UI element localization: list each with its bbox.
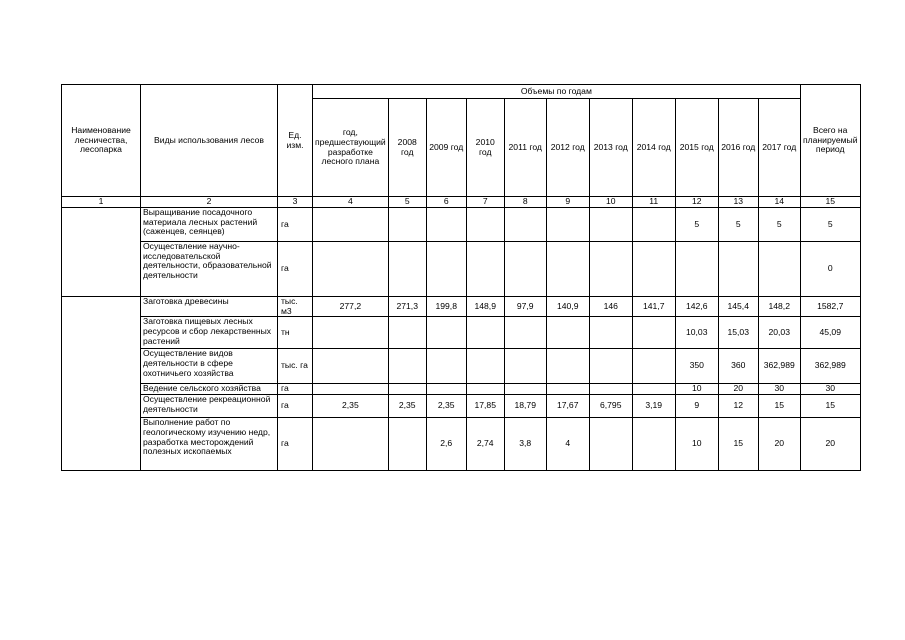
value-cell [313, 317, 389, 349]
header-total: Всего на планируемый период [800, 85, 860, 197]
value-cell: 2,6 [426, 418, 466, 471]
table-row [62, 317, 861, 349]
header-year: год, предшествующий разработке лесного плана [313, 99, 389, 197]
value-cell: 10 [675, 418, 718, 471]
value-cell: 2,35 [313, 395, 389, 418]
header-year: 2016 год [718, 99, 758, 197]
value-cell: 5 [675, 208, 718, 242]
value-cell [546, 349, 589, 384]
activity-cell: Заготовка пищевых лесных ресурсов и сбор лекарственных растений [141, 317, 278, 349]
value-cell [632, 349, 675, 384]
value-cell [504, 317, 546, 349]
total-cell: 0 [800, 242, 860, 297]
value-cell [504, 384, 546, 395]
value-cell: 145,4 [718, 297, 758, 317]
value-cell [466, 349, 504, 384]
table-row [62, 384, 861, 395]
total-cell: 20 [800, 418, 860, 471]
unit-cell: га [278, 384, 313, 395]
value-cell [313, 349, 389, 384]
value-cell [589, 349, 632, 384]
value-cell [313, 418, 389, 471]
unit-cell: га [278, 208, 313, 242]
header-year: 2012 год [546, 99, 589, 197]
column-number: 15 [800, 197, 860, 208]
table-row [62, 297, 861, 317]
value-cell [546, 208, 589, 242]
header-year: 2010 год [466, 99, 504, 197]
value-cell: 350 [675, 349, 718, 384]
value-cell [426, 208, 466, 242]
value-cell [504, 208, 546, 242]
value-cell [466, 317, 504, 349]
column-number-row [62, 197, 861, 208]
value-cell [504, 349, 546, 384]
column-number: 9 [546, 197, 589, 208]
value-cell [388, 242, 426, 297]
activity-cell: Выполнение работ по геологическому изучению недр, разработка месторождений полезных ископаемых [141, 418, 278, 471]
value-cell: 141,7 [632, 297, 675, 317]
unit-cell: га [278, 395, 313, 418]
value-cell [388, 317, 426, 349]
column-number: 1 [62, 197, 141, 208]
header-year: 2009 год [426, 99, 466, 197]
column-number: 3 [278, 197, 313, 208]
value-cell: 15 [718, 418, 758, 471]
value-cell [426, 384, 466, 395]
value-cell: 199,8 [426, 297, 466, 317]
unit-cell: га [278, 418, 313, 471]
forestry-name-cell [62, 297, 141, 471]
value-cell [632, 418, 675, 471]
value-cell: 15 [758, 395, 800, 418]
value-cell: 146 [589, 297, 632, 317]
value-cell: 12 [718, 395, 758, 418]
activity-cell: Осуществление рекреационной деятельности [141, 395, 278, 418]
total-cell: 15 [800, 395, 860, 418]
header-year: 2011 год [504, 99, 546, 197]
value-cell [466, 384, 504, 395]
value-cell [589, 384, 632, 395]
value-cell: 3,8 [504, 418, 546, 471]
value-cell [388, 418, 426, 471]
value-cell: 9 [675, 395, 718, 418]
value-cell [466, 242, 504, 297]
column-number: 12 [675, 197, 718, 208]
value-cell: 20 [758, 418, 800, 471]
value-cell [504, 242, 546, 297]
column-number: 6 [426, 197, 466, 208]
table-row [62, 349, 861, 384]
value-cell: 10 [675, 384, 718, 395]
column-number: 11 [632, 197, 675, 208]
column-number: 7 [466, 197, 504, 208]
value-cell [546, 384, 589, 395]
unit-cell: тн [278, 317, 313, 349]
column-number: 10 [589, 197, 632, 208]
table-row [62, 242, 861, 297]
header-usage-types: Виды использования лесов [141, 85, 278, 197]
value-cell: 277,2 [313, 297, 389, 317]
value-cell [426, 317, 466, 349]
table-body [62, 208, 861, 471]
activity-cell: Заготовка древесины [141, 297, 278, 317]
value-cell: 148,9 [466, 297, 504, 317]
value-cell: 2,35 [388, 395, 426, 418]
column-number: 4 [313, 197, 389, 208]
value-cell: 5 [718, 208, 758, 242]
value-cell [632, 208, 675, 242]
value-cell: 2,74 [466, 418, 504, 471]
value-cell [388, 208, 426, 242]
value-cell: 360 [718, 349, 758, 384]
value-cell [589, 242, 632, 297]
activity-cell: Выращивание посадочного материала лесных растений (саженцев, сеянцев) [141, 208, 278, 242]
activity-cell: Осуществление видов деятельности в сфере охотничьего хозяйства [141, 349, 278, 384]
value-cell: 4 [546, 418, 589, 471]
value-cell [675, 242, 718, 297]
value-cell [718, 242, 758, 297]
value-cell [388, 384, 426, 395]
forestry-name-cell [62, 208, 141, 297]
value-cell: 5 [758, 208, 800, 242]
activity-cell: Ведение сельского хозяйства [141, 384, 278, 395]
value-cell: 20,03 [758, 317, 800, 349]
value-cell: 362,989 [758, 349, 800, 384]
column-number: 5 [388, 197, 426, 208]
total-cell: 1582,7 [800, 297, 860, 317]
value-cell [388, 349, 426, 384]
value-cell [758, 242, 800, 297]
table-row [62, 395, 861, 418]
value-cell: 17,85 [466, 395, 504, 418]
value-cell [313, 208, 389, 242]
header-volumes-by-year: Объемы по годам [313, 85, 801, 99]
value-cell: 140,9 [546, 297, 589, 317]
value-cell [546, 317, 589, 349]
header-year: 2014 год [632, 99, 675, 197]
header-year: 2013 год [589, 99, 632, 197]
value-cell: 20 [718, 384, 758, 395]
value-cell [632, 384, 675, 395]
value-cell: 2,35 [426, 395, 466, 418]
value-cell [426, 349, 466, 384]
value-cell [589, 317, 632, 349]
value-cell [426, 242, 466, 297]
total-cell: 5 [800, 208, 860, 242]
value-cell: 271,3 [388, 297, 426, 317]
value-cell [589, 208, 632, 242]
value-cell [466, 208, 504, 242]
value-cell [313, 384, 389, 395]
table-row [62, 208, 861, 242]
header-year: 2017 год [758, 99, 800, 197]
activity-cell: Осуществление научно-исследовательской деятельности, образовательной деятельности [141, 242, 278, 297]
value-cell: 15,03 [718, 317, 758, 349]
value-cell [313, 242, 389, 297]
header-year: 2008 год [388, 99, 426, 197]
unit-cell: тыс. га [278, 349, 313, 384]
column-number: 14 [758, 197, 800, 208]
column-number: 13 [718, 197, 758, 208]
value-cell: 18,79 [504, 395, 546, 418]
value-cell [632, 242, 675, 297]
value-cell: 10,03 [675, 317, 718, 349]
total-cell: 362,989 [800, 349, 860, 384]
header-unit: Ед. изм. [278, 85, 313, 197]
total-cell: 30 [800, 384, 860, 395]
forest-use-table [61, 84, 861, 471]
table-row [62, 418, 861, 471]
unit-cell: тыс. м3 [278, 297, 313, 317]
value-cell [589, 418, 632, 471]
value-cell: 97,9 [504, 297, 546, 317]
column-number: 2 [141, 197, 278, 208]
value-cell: 17,67 [546, 395, 589, 418]
header-year: 2015 год [675, 99, 718, 197]
value-cell: 30 [758, 384, 800, 395]
unit-cell: га [278, 242, 313, 297]
total-cell: 45,09 [800, 317, 860, 349]
value-cell [546, 242, 589, 297]
value-cell: 3,19 [632, 395, 675, 418]
value-cell: 6,795 [589, 395, 632, 418]
header-forestry: Наименование лесничества, лесопарка [62, 85, 141, 197]
value-cell [632, 317, 675, 349]
value-cell: 148,2 [758, 297, 800, 317]
column-number: 8 [504, 197, 546, 208]
value-cell: 142,6 [675, 297, 718, 317]
